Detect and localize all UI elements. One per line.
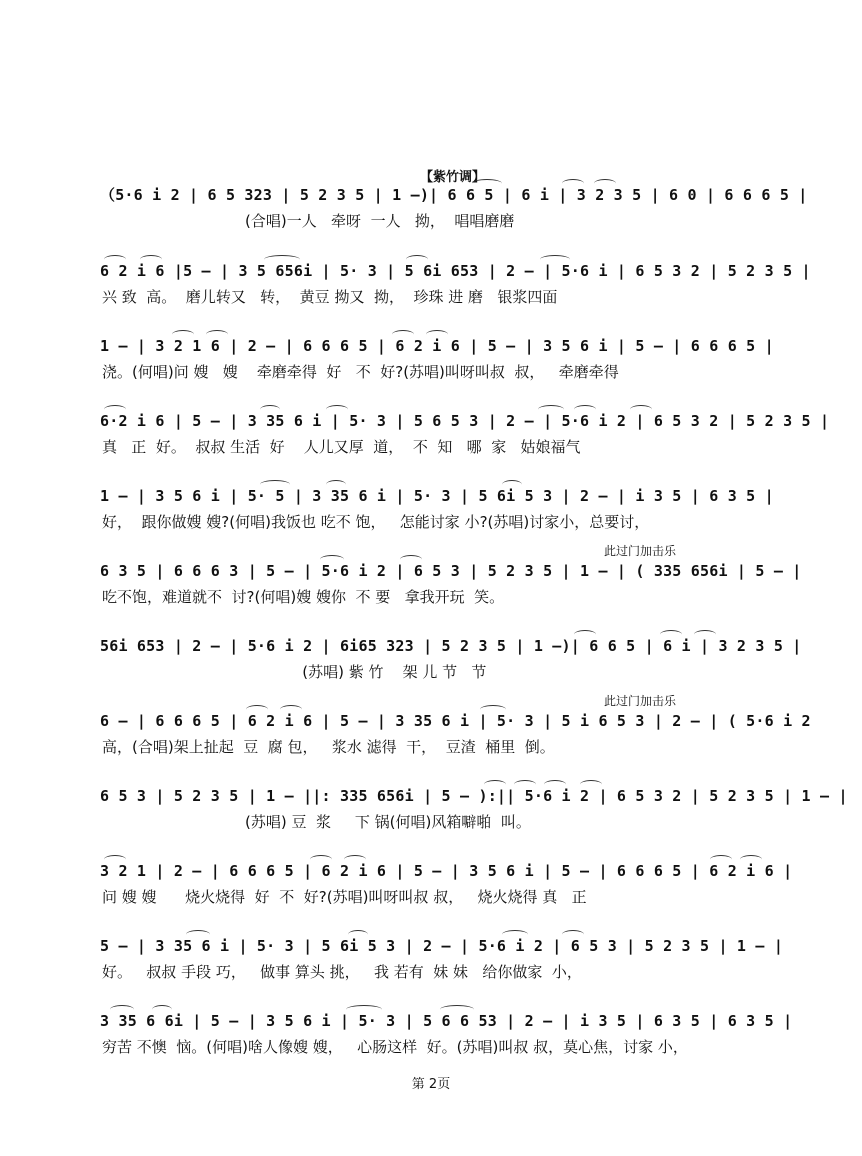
notes-line: 5 – | 3 35 6 i | 5· 3 | 5 6i 5 3 | 2 – | 5·6 i 2 | 6 5 3 | 5 2 3 5 | 1 – | [100, 937, 784, 955]
notes-line: 6 5 3 | 5 2 3 5 | 1 – ||: 335 656i | 5 – ):|| 5·6 i 2 | 6 5 3 2 | 5 2 3 5 | 1 – | [100, 787, 848, 805]
slur-mark [104, 855, 126, 864]
slur-mark [740, 855, 762, 864]
lyrics-line: 浇。(何唱)问 嫂 嫂 牵磨牵得 好 不 好?(苏唱)叫呀叫叔 叔， 牵磨牵得 [102, 363, 619, 381]
slur-mark [140, 255, 162, 264]
slur-mark [574, 405, 596, 414]
slur-mark [400, 555, 422, 564]
slur-mark [326, 405, 348, 414]
notes-line: 56i 653 | 2 – | 5·6 i 2 | 6i65 323 | 5 2 3 5 | 1 –)| 6 6 5 | 6 i | 3 2 3 5 | [100, 637, 802, 655]
score-system-9 [100, 784, 848, 842]
slur-mark [392, 330, 414, 339]
slur-mark [480, 705, 506, 714]
lyrics-line: 高，(合唱)架上扯起 豆 腐 包， 浆水 滤得 干， 豆渣 桶里 倒。 [102, 738, 555, 756]
score-system-12 [100, 1009, 793, 1067]
lyrics-line: 吃不饱，难道就不 讨?(何唱)嫂 嫂你 不 要 拿我开玩 笑。 [102, 588, 505, 606]
slur-mark [580, 780, 602, 789]
lyrics-line: 好。 叔叔 手段 巧， 做事 算头 挑， 我 若有 妹 妹 给你做家 小， [102, 963, 582, 981]
score-system-5 [100, 484, 774, 542]
slur-mark [562, 930, 584, 939]
slur-mark [344, 855, 366, 864]
performance-note: 此过门加击乐 [603, 544, 676, 558]
slur-mark [540, 255, 570, 264]
notes-line: 6 3 5 | 6 6 6 3 | 5 – | 5·6 i 2 | 6 5 3 | 5 2 3 5 | 1 – | ( 335 656i | 5 – | [100, 562, 802, 580]
lyrics-line: 真 正 好。 叔叔 生活 好 人儿又厚 道， 不 知 哪 家 姑娘福气 [102, 438, 581, 456]
lyrics-line: 问 嫂 嫂 烧火烧得 好 不 好?(苏唱)叫呀叫叔 叔， 烧火烧得 真 正 [102, 888, 587, 906]
slur-mark [104, 405, 126, 414]
slur-mark [538, 405, 564, 414]
notes-line: 6 2 i 6 |5 – | 3 5 656i | 5· 3 | 5 6i 653 | 2 – | 5·6 i | 6 5 3 2 | 5 2 3 5 | [100, 262, 811, 280]
score-system-4 [100, 409, 830, 467]
score-system-8 [100, 694, 811, 767]
tune-title: 【紫竹调】 [420, 170, 486, 185]
lyrics-line: (合唱)一人 牵呀 一人 拗， 唱唱磨磨 [102, 212, 515, 230]
slur-mark [562, 179, 584, 188]
slur-mark [110, 1005, 134, 1014]
score-system-2 [100, 259, 811, 317]
lyrics-line: (苏唱) 紫 竹 架 儿 节 节 [102, 663, 487, 681]
notes-line: 3 35 6 6i | 5 – | 3 5 6 i | 5· 3 | 5 6 6 53 | 2 – | i 3 5 | 6 3 5 | 6 3 5 | [100, 1012, 793, 1030]
slur-mark [426, 330, 448, 339]
slur-mark [260, 480, 290, 489]
notes-line: （5·6 i 2 | 6 5 323 | 5 2 3 5 | 1 –)| 6 6 5 | 6 i | 3 2 3 5 | 6 0 | 6 6 6 5 | [100, 186, 808, 204]
slur-mark [660, 630, 682, 639]
page-number: 第 2页 [411, 1077, 451, 1092]
slur-mark [280, 705, 302, 714]
slur-mark [104, 255, 126, 264]
slur-mark [264, 255, 300, 264]
slur-mark [694, 630, 716, 639]
notes-line: 6·2 i 6 | 5 – | 3 35 6 i | 5· 3 | 5 6 5 3 | 2 – | 5·6 i 2 | 6 5 3 2 | 5 2 3 5 | [100, 412, 830, 430]
performance-note: 此过门加击乐 [603, 694, 676, 708]
score-system-7 [100, 634, 802, 692]
slur-mark [502, 480, 522, 489]
slur-mark [310, 855, 332, 864]
lyrics-line: 兴 致 高。 磨儿转又 转， 黄豆 拗又 拗， 珍珠 进 磨 银浆四面 [102, 288, 558, 306]
slur-mark [630, 405, 652, 414]
slur-mark [574, 630, 596, 639]
slur-mark [472, 179, 502, 188]
notes-line: 6 – | 6 6 6 5 | 6 2 i 6 | 5 – | 3 35 6 i | 5· 3 | 5 i 6 5 3 | 2 – | ( 5·6 i 2 [100, 712, 811, 730]
slur-mark [346, 1005, 382, 1014]
slur-mark [152, 1005, 172, 1014]
slur-mark [440, 1005, 474, 1014]
notes-line: 1 – | 3 5 6 i | 5· 5 | 3 35 6 i | 5· 3 | 5 6i 5 3 | 2 – | i 3 5 | 6 3 5 | [100, 487, 774, 505]
slur-mark [260, 405, 280, 414]
slur-mark [206, 330, 228, 339]
slur-mark [172, 330, 194, 339]
lyrics-line: 穷苦 不懊 恼。(何唱)啥人像嫂 嫂， 心肠这样 好。(苏唱)叫叔 叔，莫心焦，讨家 小， [102, 1038, 688, 1056]
slur-mark [348, 930, 368, 939]
notes-line: 1 – | 3 2 1 6 | 2 – | 6 6 6 5 | 6 2 i 6 | 5 – | 3 5 6 i | 5 – | 6 6 6 5 | [100, 337, 774, 355]
slur-mark [594, 179, 616, 188]
lyrics-line: 好， 跟你做嫂 嫂?(何唱)我饭也 吃不 饱， 怎能讨家 小?(苏唱)讨家小，总要讨， [102, 513, 650, 531]
slur-mark [544, 780, 566, 789]
slur-mark [326, 480, 346, 489]
slur-mark [246, 705, 268, 714]
score-system-6 [100, 544, 802, 617]
score-system-10 [100, 859, 793, 917]
slur-mark [514, 780, 536, 789]
slur-mark [502, 930, 528, 939]
slur-mark [484, 780, 506, 789]
score-system-1 [100, 183, 808, 241]
slur-mark [320, 555, 344, 564]
slur-mark [406, 255, 428, 264]
slur-mark [186, 930, 210, 939]
lyrics-line: (苏唱) 豆 浆 下 锅(何唱)风箱噼啪 叫。 [102, 813, 531, 831]
score-system-11 [100, 934, 784, 992]
slur-mark [710, 855, 732, 864]
score-system-3 [100, 334, 774, 392]
notes-line: 3 2 1 | 2 – | 6 6 6 5 | 6 2 i 6 | 5 – | 3 5 6 i | 5 – | 6 6 6 5 | 6 2 i 6 | [100, 862, 793, 880]
